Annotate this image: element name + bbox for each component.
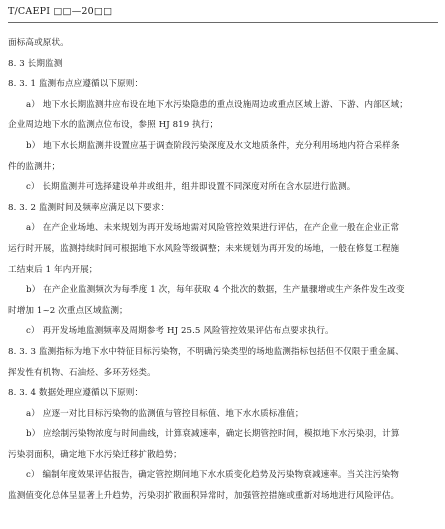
text-line: c） 编制年度效果评估报告，确定管控期间地下水水质变化趋势及污染物衰减速率。当关注污染物 bbox=[26, 470, 399, 481]
text-line: 企业周边地下水的监测点位布设，参照 HJ 819 执行； bbox=[8, 120, 219, 131]
text-line: 8. 3. 1 监测布点应遵循以下原则： bbox=[8, 79, 144, 90]
text-line: b） 地下水长期监测井设置应基于调查阶段污染深度及水文地质条件，充分利用场地内符合采样条 bbox=[26, 140, 400, 151]
text-line: 面标高或原状。 bbox=[8, 38, 69, 48]
text-line: 8. 3. 3 监测指标为地下水中特征目标污染物，不明确污染类型的场地监测指标包括但不仅限于重金属、 bbox=[8, 346, 405, 357]
text-line: c） 再开发场地监测频率及周期参考 HJ 25.5 风险管控效果评估布点要求执行。 bbox=[26, 326, 334, 337]
text-line: a） 地下水长期监测井应布设在地下水污染隐患的重点设施周边或重点区域上游、下游、内部区域； bbox=[26, 99, 408, 110]
text-line: a） 应逐一对比目标污染物的监测值与管控目标值、地下水水质标准值； bbox=[26, 408, 304, 419]
document-body bbox=[8, 33, 438, 507]
text-line: b） 在产企业监测频次为每季度 1 次，每年获取 4 个批次的数据，生产量骤增或生产条件发生改变 bbox=[26, 285, 405, 296]
text-line: a） 在产企业场地、未来规划为再开发场地需对风险管控效果进行评估，在产企业一般在企业正常 bbox=[26, 223, 400, 234]
header-divider bbox=[8, 22, 438, 23]
text-line: 时增加 1~2 次重点区域监测； bbox=[8, 305, 128, 316]
text-line: 污染羽面积，确定地下水污染迁移扩散趋势； bbox=[8, 449, 182, 460]
text-line: 工结束后 1 年内开展； bbox=[8, 264, 98, 275]
text-line: c） 长期监测井可选择建设单井或组井，组井即设置不同深度对所在含水层进行监测。 bbox=[26, 182, 356, 193]
text-line: 件的监测井； bbox=[8, 161, 61, 172]
text-line: b） 应绘制污染物浓度与时间曲线，计算衰减速率，确定长期管控时间，模拟地下水污染羽，计算 bbox=[26, 429, 400, 440]
text-line: 监测值变化总体呈显著上升趋势，污染羽扩散面积异常时，加强管控措施或重新对场地进行风险评估。 bbox=[8, 491, 400, 502]
text-line: 8. 3 长期监测 bbox=[8, 58, 63, 69]
standard-code-header: T/CAEPI □□—20□□ bbox=[8, 6, 113, 17]
text-line: 运行时开展，监测持续时间可根据地下水风险等级调整；未来规划为再开发的场地，一般在修复工程施 bbox=[8, 243, 400, 254]
text-line: 8. 3. 4 数据处理应遵循以下原则： bbox=[8, 388, 144, 399]
text-line: 挥发性有机物、石油烃、多环芳烃类。 bbox=[8, 367, 156, 378]
text-line: 8. 3. 2 监测时间及频率应满足以下要求： bbox=[8, 202, 170, 213]
